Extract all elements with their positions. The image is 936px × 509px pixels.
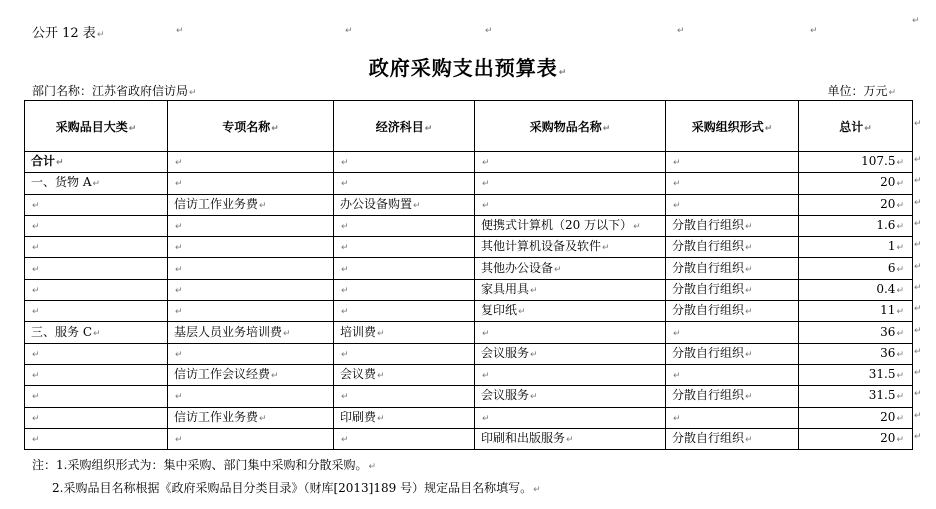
table-cell xyxy=(334,407,475,428)
table-cell-text: 复印纸 xyxy=(481,303,518,318)
top-paragraph-marks xyxy=(0,16,936,40)
unit-label-text: 单位：万元 xyxy=(827,84,888,98)
table-cell xyxy=(475,364,666,385)
table-cell xyxy=(475,407,666,428)
paragraph-mark: ↵ xyxy=(271,123,279,134)
table-cell-text: 107.5 xyxy=(861,154,896,169)
row-end-mark: ↵ xyxy=(914,410,922,421)
table-cell-text: 分散自行组织 xyxy=(672,303,745,318)
table-row xyxy=(25,322,913,343)
paragraph-mark: ↵ xyxy=(810,26,818,36)
paragraph-mark: ↵ xyxy=(175,285,183,296)
table-cell xyxy=(334,279,475,300)
paragraph-mark: ↵ xyxy=(368,462,376,472)
paragraph-mark: ↵ xyxy=(175,307,183,318)
paragraph-mark: ↵ xyxy=(745,222,753,233)
table-cell-text: 信访工作业务费 xyxy=(174,196,259,211)
paragraph-mark: ↵ xyxy=(673,158,681,169)
row-end-mark: ↵ xyxy=(914,219,922,230)
paragraph-mark: ↵ xyxy=(341,222,349,233)
table-cell-text: 印刷和出版服务 xyxy=(481,431,566,445)
paragraph-mark: ↵ xyxy=(175,179,183,190)
table-cell xyxy=(666,173,799,194)
table-cell xyxy=(334,215,475,236)
table-cell xyxy=(799,407,913,428)
table-row-total xyxy=(25,152,913,173)
table-cell xyxy=(666,152,799,173)
table-cell-text: 0.4 xyxy=(876,281,896,296)
paragraph-mark: ↵ xyxy=(32,243,40,254)
paragraph-mark: ↵ xyxy=(345,26,353,36)
table-cell xyxy=(475,279,666,300)
meta-row xyxy=(32,82,912,100)
table-row xyxy=(25,301,913,322)
paragraph-mark: ↵ xyxy=(32,435,40,445)
table-cell-text: 1 xyxy=(887,239,896,254)
table-cell-text: 分散自行组织 xyxy=(672,281,745,296)
paragraph-mark: ↵ xyxy=(745,285,753,296)
department-name xyxy=(32,82,197,99)
table-row xyxy=(25,386,913,407)
row-end-mark: ↵ xyxy=(914,325,922,336)
paragraph-mark: ↵ xyxy=(93,328,101,339)
column-header xyxy=(168,101,334,152)
paragraph-mark: ↵ xyxy=(530,349,538,360)
table-cell xyxy=(168,428,334,449)
row-end-mark: ↵ xyxy=(914,155,922,166)
note-line-2 xyxy=(32,478,541,501)
column-header-text: 专项名称 xyxy=(222,119,271,134)
table-cell xyxy=(666,343,799,364)
paragraph-mark: ↵ xyxy=(673,328,681,339)
department-name-text: 部门名称：江苏省政府信访局 xyxy=(32,84,189,98)
paragraph-mark: ↵ xyxy=(896,328,904,339)
paragraph-mark: ↵ xyxy=(175,349,183,360)
paragraph-mark: ↵ xyxy=(259,200,267,211)
paragraph-mark: ↵ xyxy=(482,413,490,424)
table-cell xyxy=(666,428,799,449)
table-cell-text: 6 xyxy=(887,260,896,275)
row-end-mark: ↵ xyxy=(914,282,922,293)
paragraph-mark: ↵ xyxy=(530,285,538,296)
table-cell xyxy=(799,279,913,300)
table-cell xyxy=(475,386,666,407)
paragraph-mark: ↵ xyxy=(175,158,183,169)
column-header-text: 经济科目 xyxy=(375,119,424,134)
paragraph-mark: ↵ xyxy=(341,179,349,190)
table-cell xyxy=(666,237,799,258)
paragraph-mark: ↵ xyxy=(602,123,611,134)
table-cell-text: 其他计算机设备及软件 xyxy=(481,239,602,254)
table-cell xyxy=(168,279,334,300)
table-row xyxy=(25,237,913,258)
table-cell-text: 其他办公设备 xyxy=(481,260,554,275)
paragraph-mark: ↵ xyxy=(32,349,40,360)
paragraph-mark: ↵ xyxy=(32,222,40,233)
table-cell xyxy=(666,215,799,236)
table-cell-text: 分散自行组织 xyxy=(672,218,745,233)
column-header xyxy=(25,101,168,152)
paragraph-mark: ↵ xyxy=(176,26,184,36)
row-end-mark: ↵ xyxy=(914,197,922,208)
table-cell xyxy=(168,152,334,173)
paragraph-mark: ↵ xyxy=(745,243,753,254)
table-header xyxy=(25,101,913,152)
table-cell-text: 分散自行组织 xyxy=(672,260,745,275)
table-cell xyxy=(168,301,334,322)
paragraph-mark: ↵ xyxy=(56,158,64,169)
table-cell-text: 分散自行组织 xyxy=(672,239,745,254)
table-cell xyxy=(334,364,475,385)
table-cell xyxy=(25,322,168,343)
table-cell xyxy=(334,322,475,343)
table-cell-text: 会议服务 xyxy=(481,388,530,403)
row-end-mark: ↵ xyxy=(914,389,922,400)
column-header xyxy=(666,101,799,152)
paragraph-mark: ↵ xyxy=(896,392,904,403)
paragraph-mark: ↵ xyxy=(530,392,538,403)
paragraph-mark: ↵ xyxy=(92,179,101,190)
paragraph-mark: ↵ xyxy=(677,26,685,36)
table-body xyxy=(25,152,913,450)
paragraph-mark: ↵ xyxy=(912,16,920,26)
table-cell-text: 三、服务 C xyxy=(31,324,92,339)
row-end-mark: ↵ xyxy=(914,119,922,129)
table-cell xyxy=(168,173,334,194)
paragraph-mark: ↵ xyxy=(377,371,385,382)
paragraph-mark: ↵ xyxy=(32,392,40,403)
unit-label xyxy=(827,82,896,99)
paragraph-mark: ↵ xyxy=(96,30,105,40)
paragraph-mark: ↵ xyxy=(673,179,681,190)
paragraph-mark: ↵ xyxy=(413,200,421,211)
table-cell xyxy=(168,364,334,385)
table-cell-text: 31.5 xyxy=(868,388,896,403)
table-cell xyxy=(168,258,334,279)
table-cell-text: 20 xyxy=(880,196,896,211)
table-row xyxy=(25,258,913,279)
table-row xyxy=(25,173,913,194)
row-end-mark: ↵ xyxy=(914,261,922,272)
paragraph-mark: ↵ xyxy=(32,371,40,382)
table-cell-text: 31.5 xyxy=(868,367,896,382)
table-cell xyxy=(799,215,913,236)
table-cell xyxy=(334,428,475,449)
paragraph-mark: ↵ xyxy=(602,243,610,254)
table-cell xyxy=(25,428,168,449)
table-row xyxy=(25,343,913,364)
paragraph-mark: ↵ xyxy=(896,264,904,275)
table-cell-text: 便携式计算机（20 万以下） xyxy=(481,218,633,233)
paragraph-mark: ↵ xyxy=(341,264,349,275)
table-cell-text: 11 xyxy=(880,303,896,318)
paragraph-mark: ↵ xyxy=(271,371,279,382)
table-cell xyxy=(25,173,168,194)
table-cell xyxy=(334,194,475,215)
table-cell xyxy=(25,152,168,173)
page-title-text: 政府采购支出预算表 xyxy=(368,56,558,80)
paragraph-mark: ↵ xyxy=(764,123,773,134)
paragraph-mark: ↵ xyxy=(518,307,526,318)
paragraph-mark: ↵ xyxy=(32,200,40,211)
row-end-mark: ↵ xyxy=(914,304,922,315)
table-cell xyxy=(168,237,334,258)
column-header-text: 采购物品名称 xyxy=(529,119,602,134)
table-cell xyxy=(799,152,913,173)
row-end-mark: ↵ xyxy=(914,176,922,187)
procurement-budget-table xyxy=(24,100,913,450)
table-row xyxy=(25,215,913,236)
table-cell-text: 会议费 xyxy=(340,367,377,382)
paragraph-mark: ↵ xyxy=(175,243,183,254)
paragraph-mark: ↵ xyxy=(259,413,267,424)
paragraph-mark: ↵ xyxy=(533,485,541,495)
table-cell xyxy=(666,407,799,428)
table-cell xyxy=(475,173,666,194)
table-cell xyxy=(799,364,913,385)
table-cell xyxy=(168,407,334,428)
table-cell xyxy=(334,237,475,258)
table-number-text: 公开 12 表 xyxy=(32,26,96,41)
row-end-mark: ↵ xyxy=(914,368,922,379)
paragraph-mark: ↵ xyxy=(566,435,574,445)
table-cell-text: 培训费 xyxy=(340,324,377,339)
paragraph-mark: ↵ xyxy=(558,68,568,78)
paragraph-mark: ↵ xyxy=(341,158,349,169)
table-cell xyxy=(475,301,666,322)
table-cell-text: 基层人员业务培训费 xyxy=(174,324,283,339)
table-notes xyxy=(32,455,541,501)
table-cell xyxy=(799,343,913,364)
table-cell-text: 分散自行组织 xyxy=(672,345,745,360)
table-cell-text: 36 xyxy=(880,345,896,360)
paragraph-mark: ↵ xyxy=(32,307,40,318)
column-header-text: 总计 xyxy=(839,119,864,134)
paragraph-mark: ↵ xyxy=(341,307,349,318)
paragraph-mark: ↵ xyxy=(633,222,641,233)
paragraph-mark: ↵ xyxy=(341,349,349,360)
table-cell xyxy=(25,407,168,428)
table-cell xyxy=(334,173,475,194)
table-cell xyxy=(475,194,666,215)
table-cell xyxy=(334,152,475,173)
paragraph-mark: ↵ xyxy=(896,200,904,211)
page-title xyxy=(0,52,936,81)
table-cell xyxy=(168,386,334,407)
table-cell xyxy=(25,237,168,258)
paragraph-mark: ↵ xyxy=(424,123,433,134)
table-row xyxy=(25,194,913,215)
paragraph-mark: ↵ xyxy=(482,328,490,339)
table-cell-text: 家具用具 xyxy=(481,281,530,296)
table-cell xyxy=(799,322,913,343)
column-header xyxy=(799,101,913,152)
table-cell-text: 一、货物 A xyxy=(31,175,92,190)
table-cell xyxy=(799,173,913,194)
paragraph-mark: ↵ xyxy=(377,328,385,339)
paragraph-mark: ↵ xyxy=(482,158,490,169)
table-cell-text: 20 xyxy=(880,175,896,190)
row-end-mark: ↵ xyxy=(914,432,922,442)
paragraph-mark: ↵ xyxy=(896,158,904,169)
table-cell xyxy=(666,194,799,215)
paragraph-mark: ↵ xyxy=(745,264,753,275)
table-cell xyxy=(666,301,799,322)
table-cell-text: 20 xyxy=(880,409,896,424)
table-cell-text: 信访工作业务费 xyxy=(174,409,259,424)
table-cell-text: 36 xyxy=(880,324,896,339)
table-header-row xyxy=(25,101,913,152)
table-cell xyxy=(666,279,799,300)
table-cell xyxy=(475,428,666,449)
paragraph-mark: ↵ xyxy=(482,200,490,211)
table-cell xyxy=(25,343,168,364)
paragraph-mark: ↵ xyxy=(896,285,904,296)
column-header xyxy=(334,101,475,152)
paragraph-mark: ↵ xyxy=(745,435,753,445)
note-line-1-text: 注：1.采购组织形式为：集中采购、部门集中采购和分散采购。 xyxy=(32,458,368,472)
paragraph-mark: ↵ xyxy=(341,435,349,445)
table-cell xyxy=(334,386,475,407)
note-line-1 xyxy=(32,455,541,478)
row-end-mark: ↵ xyxy=(914,346,922,357)
table-cell-text: 信访工作会议经费 xyxy=(174,367,271,382)
paragraph-mark: ↵ xyxy=(896,349,904,360)
paragraph-mark: ↵ xyxy=(888,88,896,98)
table-cell xyxy=(475,215,666,236)
table-cell xyxy=(799,301,913,322)
table-cell-text: 会议服务 xyxy=(481,345,530,360)
table-cell xyxy=(475,258,666,279)
note-line-2-text: 2.采购品目名称根据《政府采购品目分类目录》（财库[2013]189 号）规定品目名称填写。 xyxy=(52,481,533,495)
table-cell xyxy=(799,258,913,279)
paragraph-mark: ↵ xyxy=(341,243,349,254)
table-cell xyxy=(168,343,334,364)
paragraph-mark: ↵ xyxy=(673,200,681,211)
table-cell xyxy=(25,258,168,279)
table-cell-text: 1.6 xyxy=(876,218,896,233)
column-header xyxy=(475,101,666,152)
paragraph-mark: ↵ xyxy=(896,435,904,445)
paragraph-mark: ↵ xyxy=(482,371,490,382)
table-cell xyxy=(334,258,475,279)
column-header-text: 采购品目大类 xyxy=(55,119,128,134)
paragraph-mark: ↵ xyxy=(128,123,137,134)
paragraph-mark: ↵ xyxy=(32,413,40,424)
table-cell xyxy=(666,364,799,385)
table-cell xyxy=(25,215,168,236)
paragraph-mark: ↵ xyxy=(175,392,183,403)
paragraph-mark: ↵ xyxy=(175,264,183,275)
table-cell xyxy=(475,343,666,364)
table-cell-text: 印刷费 xyxy=(340,409,377,424)
paragraph-mark: ↵ xyxy=(341,392,349,403)
paragraph-mark: ↵ xyxy=(673,413,681,424)
paragraph-mark: ↵ xyxy=(864,123,872,134)
table-cell xyxy=(25,279,168,300)
table-cell xyxy=(25,301,168,322)
paragraph-mark: ↵ xyxy=(673,371,681,382)
column-header-text: 采购组织形式 xyxy=(691,119,764,134)
paragraph-mark: ↵ xyxy=(745,392,753,403)
paragraph-mark: ↵ xyxy=(896,179,904,190)
paragraph-mark: ↵ xyxy=(896,243,904,254)
paragraph-mark: ↵ xyxy=(377,413,385,424)
paragraph-mark: ↵ xyxy=(745,349,753,360)
table-cell xyxy=(799,428,913,449)
row-end-mark: ↵ xyxy=(914,240,922,251)
table-cell xyxy=(666,258,799,279)
paragraph-mark: ↵ xyxy=(341,285,349,296)
table-cell-text: 20 xyxy=(880,431,896,445)
table-row xyxy=(25,279,913,300)
paragraph-mark: ↵ xyxy=(554,264,562,275)
paragraph-mark: ↵ xyxy=(745,307,753,318)
paragraph-mark: ↵ xyxy=(482,179,490,190)
table-row xyxy=(25,428,913,449)
table-cell-text: 分散自行组织 xyxy=(672,431,745,445)
table-cell xyxy=(168,194,334,215)
table-cell-text: 合计 xyxy=(31,154,56,169)
paragraph-mark: ↵ xyxy=(896,222,904,233)
table-cell xyxy=(168,322,334,343)
table-cell xyxy=(25,386,168,407)
table-cell xyxy=(168,215,334,236)
paragraph-mark: ↵ xyxy=(32,264,40,275)
table-cell xyxy=(475,152,666,173)
paragraph-mark: ↵ xyxy=(175,222,183,233)
paragraph-mark: ↵ xyxy=(283,328,291,339)
paragraph-mark: ↵ xyxy=(896,307,904,318)
table-cell xyxy=(799,237,913,258)
table-cell xyxy=(475,322,666,343)
table-cell xyxy=(666,322,799,343)
table-cell xyxy=(475,237,666,258)
table-cell-text: 办公设备购置 xyxy=(340,196,413,211)
table-cell xyxy=(799,386,913,407)
paragraph-mark: ↵ xyxy=(485,26,493,36)
paragraph-mark: ↵ xyxy=(189,88,197,98)
table-cell xyxy=(25,364,168,385)
table-row xyxy=(25,407,913,428)
paragraph-mark: ↵ xyxy=(175,435,183,445)
paragraph-mark: ↵ xyxy=(896,371,904,382)
paragraph-mark: ↵ xyxy=(32,285,40,296)
table-row xyxy=(25,364,913,385)
table-cell xyxy=(334,343,475,364)
table-cell xyxy=(799,194,913,215)
table-cell xyxy=(666,386,799,407)
table-cell xyxy=(334,301,475,322)
paragraph-mark: ↵ xyxy=(896,413,904,424)
table-cell xyxy=(25,194,168,215)
table-cell-text: 分散自行组织 xyxy=(672,388,745,403)
